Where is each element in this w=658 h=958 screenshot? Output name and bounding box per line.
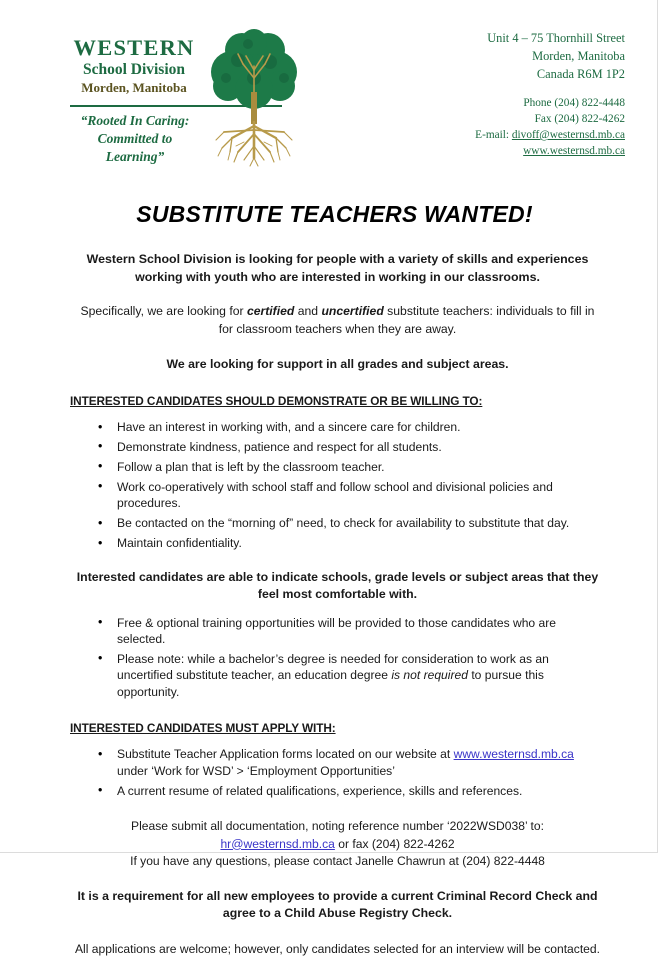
letterhead-header <box>0 0 657 175</box>
contact-information <box>475 30 625 159</box>
division-website-link[interactable]: www.westernsd.mb.ca <box>523 145 625 158</box>
specifically-emphasis-certified: certified <box>246 304 295 319</box>
list-item: • Have an interest in working with, and a sincere care for children. <box>70 419 605 435</box>
submission-line-3: If you have any questions, please contact Janelle Chawrun at (204) 822-4448 <box>130 854 545 869</box>
address-line-2: Morden, Manitoba <box>532 48 625 63</box>
page-title: SUBSTITUTE TEACHERS WANTED! <box>136 201 533 227</box>
fax-number: Fax (204) 822-4262 <box>534 112 625 125</box>
support-line: We are looking for support in all grades and subject areas. <box>166 356 509 371</box>
apply-bullet-list <box>70 746 605 799</box>
phone-number: Phone (204) 822-4448 <box>523 96 625 109</box>
application-website-link[interactable]: www.westernsd.mb.ca <box>453 747 574 762</box>
please-note-emphasis: is not required <box>391 668 468 683</box>
list-item: • Work co-operatively with school staff and follow school and divisional policies and procedures. <box>70 479 605 512</box>
lead-paragraph: Western School Division is looking for people with a variety of skills and experiences working with youth who are interested in working in our classrooms. <box>86 252 589 284</box>
list-item: • Maintain confidentiality. <box>70 535 605 551</box>
logo-motto-line-2: Committed to Learning” <box>97 130 173 164</box>
specifically-part-1: Specifically, we are looking for <box>80 304 247 319</box>
submission-instructions <box>70 818 605 871</box>
closing-note: All applications are welcome; however, only candidates selected for an interview will be contacted. <box>74 941 600 956</box>
submission-line-1: Please submit all documentation, noting reference number ‘2022WSD038’ to: <box>131 819 544 834</box>
specifically-paragraph <box>70 303 605 338</box>
logo-wordmark <box>68 36 200 95</box>
apply-part-2: under ‘Work for WSD’ > ‘Employment Opportunities’ <box>117 763 395 778</box>
specifically-part-2: and <box>294 304 322 319</box>
list-item: • Free & optional training opportunities will be provided to those candidates who are selected. <box>70 615 605 648</box>
list-item <box>70 651 605 700</box>
address-line-1: Unit 4 – 75 Thornhill Street <box>487 31 625 45</box>
training-bullet-list <box>70 615 605 701</box>
submission-line-2 <box>70 836 605 854</box>
list-item: • A current resume of related qualifications, experience, skills and references. <box>70 783 605 799</box>
document-body <box>0 201 657 958</box>
demonstrate-bullet-list <box>70 419 605 552</box>
list-item: • Be contacted on the “morning of” need, to check for availability to substitute that day. <box>70 515 605 531</box>
website-row <box>475 143 625 159</box>
logo-line-morden-manitoba: Morden, Manitoba <box>81 79 187 95</box>
indicate-preferences-line: Interested candidates are able to indicate schools, grade levels or subject areas that they feel most comfortable with. <box>76 569 599 602</box>
list-item <box>70 746 605 779</box>
email-row <box>475 127 625 143</box>
section-heading-apply-with: INTERESTED CANDIDATES MUST APPLY WITH: <box>70 721 336 736</box>
tree-with-roots-icon <box>198 26 310 174</box>
list-item: • Demonstrate kindness, patience and respect for all students. <box>70 439 605 455</box>
apply-part-1: Substitute Teacher Application forms located on our website at <box>117 747 454 762</box>
hr-email-link[interactable]: hr@westernsd.mb.ca <box>220 836 335 851</box>
logo-line-school-division: School Division <box>82 60 186 78</box>
division-email-link[interactable]: divoff@westernsd.mb.ca <box>511 129 625 142</box>
logo-motto-line-1: “Rooted In Caring: <box>80 113 190 128</box>
please-note-part-1: Please note: while a bachelor’s degree is needed for consideration to work as an uncertified substitute teacher, an education degree <box>117 651 549 683</box>
section-heading-demonstrate: INTERESTED CANDIDATES SHOULD DEMONSTRATE OR BE WILLING TO: <box>70 394 483 409</box>
school-division-logo <box>68 28 308 168</box>
please-note-part-2: to pursue this opportunity. <box>117 668 544 699</box>
submission-fax-text: or fax (204) 822-4262 <box>334 836 455 851</box>
email-label: E-mail: <box>475 129 510 142</box>
logo-line-western: WESTERN <box>73 35 195 60</box>
list-item: • Follow a plan that is left by the classroom teacher. <box>70 459 605 475</box>
address-line-3: Canada R6M 1P2 <box>536 66 625 81</box>
criminal-record-requirement: It is a requirement for all new employees to provide a current Criminal Record Check and agree to a Child Abuse Registry Check. <box>77 888 598 921</box>
specifically-emphasis-uncertified: uncertified <box>321 304 384 319</box>
logo-motto <box>68 112 202 165</box>
specifically-part-3: substitute teachers: individuals to fill in for classroom teachers when they are away. <box>218 304 595 336</box>
